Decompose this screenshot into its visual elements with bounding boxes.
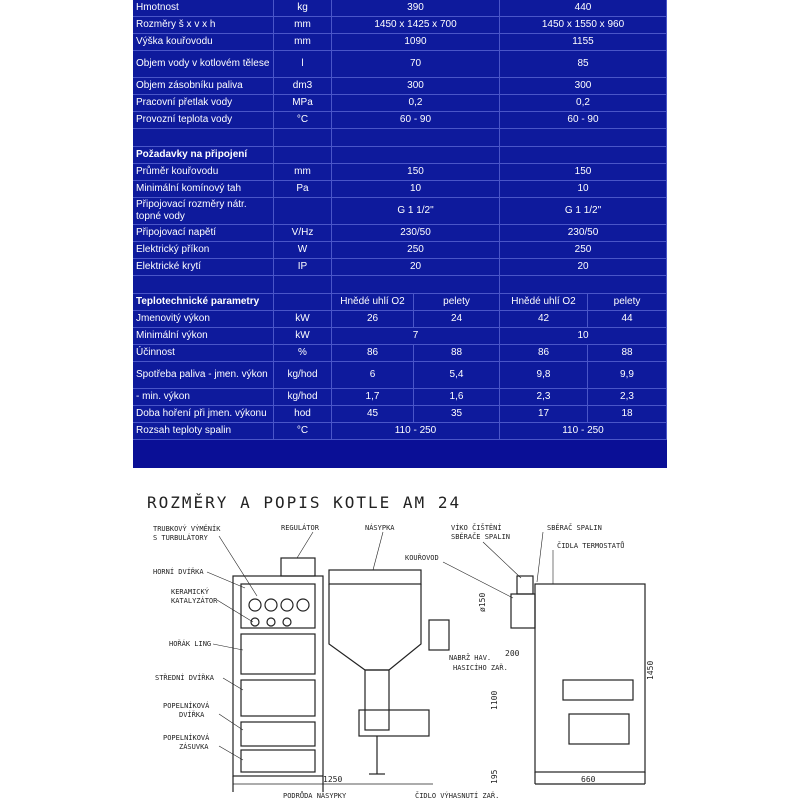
empty-cell	[332, 129, 500, 147]
row-value: 42	[500, 311, 588, 328]
boiler-front-view	[233, 558, 323, 792]
empty-cell	[133, 129, 274, 147]
callout-stredni: STŘEDNÍ DVÍŘKA	[155, 674, 215, 682]
row-label: Rozsah teploty spalin	[133, 423, 274, 440]
row-label: - min. výkon	[133, 389, 274, 406]
hopper	[329, 570, 449, 774]
fuel-header: pelety	[588, 294, 667, 311]
callout-horak: HOŘÁK LING	[169, 640, 212, 648]
dim-150-label: ø150	[478, 592, 487, 612]
drawing-title: ROZMĚRY A POPIS KOTLE AM 24	[147, 493, 462, 512]
spec-table-panel	[133, 0, 667, 468]
table-row	[133, 147, 667, 164]
row-label: Minimální výkon	[133, 328, 274, 345]
row-label: Doba hoření při jmen. výkonu	[133, 406, 274, 423]
row-label: Rozměry š x v x h	[133, 17, 274, 34]
callout-bottom-1: PODRŮDA NÁSYPKY	[283, 792, 347, 800]
empty-cell	[332, 147, 500, 164]
callout-popelnikova2: POPELNÍKOVÁ	[163, 734, 210, 742]
table-row	[133, 311, 667, 328]
dim-1100-label: 1100	[490, 690, 499, 710]
row-label: Elektrický příkon	[133, 242, 274, 259]
row-value: 1090	[332, 34, 500, 51]
callout-popelnikova: POPELNÍKOVÁ	[163, 702, 210, 710]
row-value: 1,7	[332, 389, 414, 406]
row-value: 45	[332, 406, 414, 423]
dim-200-label: 200	[505, 649, 520, 658]
row-value: 88	[588, 345, 667, 362]
callout-sberace: SBĚRAČE SPALIN	[451, 533, 511, 541]
row-unit: Pa	[274, 181, 332, 198]
callout-katalyzator: KATALYZÁTOR	[171, 597, 218, 605]
row-value: 1450 x 1425 x 700	[332, 17, 500, 34]
fuel-header: pelety	[414, 294, 500, 311]
empty-cell	[332, 276, 500, 294]
row-value: 35	[414, 406, 500, 423]
row-unit: kg/hod	[274, 389, 332, 406]
row-value: 24	[414, 311, 500, 328]
table-row	[133, 389, 667, 406]
table-row	[133, 164, 667, 181]
row-value: 26	[332, 311, 414, 328]
row-value: 0,2	[500, 95, 667, 112]
row-value: 0,2	[332, 95, 500, 112]
row-value: 1,6	[414, 389, 500, 406]
callout-dvirka: DVÍŘKA	[179, 711, 205, 719]
table-row	[133, 17, 667, 34]
row-value: 60 - 90	[500, 112, 667, 129]
callout-nasypka: NÁSYPKA	[365, 524, 395, 532]
table-row	[133, 34, 667, 51]
row-unit: °C	[274, 423, 332, 440]
row-unit: °C	[274, 112, 332, 129]
row-value: G 1 1/2"	[332, 198, 500, 225]
row-label: Účinnost	[133, 345, 274, 362]
row-label: Průměr kouřovodu	[133, 164, 274, 181]
row-label: Pracovní přetlak vody	[133, 95, 274, 112]
row-value: 250	[332, 242, 500, 259]
row-label: Připojovací rozměry nátr. topné vody	[133, 198, 274, 225]
row-value: 70	[332, 51, 500, 78]
row-unit: kW	[274, 328, 332, 345]
section-header: Požadavky na připojení	[133, 147, 274, 164]
row-value: 390	[332, 0, 500, 17]
row-value: 18	[588, 406, 667, 423]
row-value: 230/50	[500, 225, 667, 242]
row-value: 10	[500, 328, 667, 345]
table-row	[133, 328, 667, 345]
table-row	[133, 198, 667, 225]
row-unit: mm	[274, 17, 332, 34]
row-value: 6	[332, 362, 414, 389]
row-value: 1450 x 1550 x 960	[500, 17, 667, 34]
row-value: 85	[500, 51, 667, 78]
callout-hasiciho: HASICÍHO ZAŘ.	[453, 664, 508, 672]
row-unit: W	[274, 242, 332, 259]
row-value: 17	[500, 406, 588, 423]
table-row	[133, 259, 667, 276]
callout-nabrz: NABRŽ HAV.	[449, 654, 492, 662]
empty-cell	[500, 147, 667, 164]
callout-keramicky: KERAMICKÝ	[171, 588, 209, 596]
callout-trubkovy: TRUBKOVÝ VÝMĚNÍK	[153, 525, 221, 533]
row-value: 20	[500, 259, 667, 276]
empty-cell	[274, 129, 332, 147]
table-row	[133, 242, 667, 259]
row-unit: IP	[274, 259, 332, 276]
callout-vicko: VÍKO ČIŠTĚNÍ	[451, 524, 502, 532]
table-row	[133, 345, 667, 362]
spec-table	[133, 0, 667, 440]
row-label: Připojovací napětí	[133, 225, 274, 242]
row-unit: kW	[274, 311, 332, 328]
section-header: Teplotechnické parametry	[133, 294, 274, 311]
row-value: 300	[332, 78, 500, 95]
table-row	[133, 423, 667, 440]
row-label: Spotřeba paliva - jmen. výkon	[133, 362, 274, 389]
row-value: 150	[332, 164, 500, 181]
row-value: 2,3	[500, 389, 588, 406]
row-label: Minimální komínový tah	[133, 181, 274, 198]
table-row	[133, 95, 667, 112]
row-value: 5,4	[414, 362, 500, 389]
boiler-drawing	[133, 484, 667, 800]
table-row	[133, 129, 667, 147]
table-row	[133, 294, 667, 311]
row-value: 44	[588, 311, 667, 328]
callout-sberac: SBĚRAČ SPALIN	[547, 524, 602, 532]
table-row	[133, 0, 667, 17]
empty-cell	[500, 276, 667, 294]
row-value: G 1 1/2"	[500, 198, 667, 225]
table-row	[133, 362, 667, 389]
dim-195-label: 195	[490, 769, 499, 784]
empty-cell	[133, 276, 274, 294]
row-label: Jmenovitý výkon	[133, 311, 274, 328]
row-label: Objem vody v kotlovém tělese	[133, 51, 274, 78]
row-value: 20	[332, 259, 500, 276]
row-label: Výška kouřovodu	[133, 34, 274, 51]
row-value: 88	[414, 345, 500, 362]
table-row	[133, 181, 667, 198]
callout-bottom-2: ČIDLO VÝHASNUTÍ ZAŘ.	[415, 792, 500, 800]
row-unit: l	[274, 51, 332, 78]
boiler-side-view	[511, 576, 645, 784]
callout-cidla: ČIDLA TERMOSTATŮ	[557, 542, 625, 550]
callout-zasuvka: ZÁSUVKA	[179, 743, 209, 751]
fuel-header: Hnědé uhlí O2	[332, 294, 414, 311]
row-unit: kg	[274, 0, 332, 17]
table-row	[133, 51, 667, 78]
row-label: Hmotnost	[133, 0, 274, 17]
row-value: 230/50	[332, 225, 500, 242]
callout-turbulatory: S TURBULÁTORY	[153, 534, 208, 542]
empty-cell	[274, 147, 332, 164]
row-value: 10	[500, 181, 667, 198]
row-unit: mm	[274, 34, 332, 51]
row-unit	[274, 198, 332, 225]
row-value: 2,3	[588, 389, 667, 406]
row-unit: kg/hod	[274, 362, 332, 389]
row-unit: dm3	[274, 78, 332, 95]
empty-cell	[274, 276, 332, 294]
row-unit: MPa	[274, 95, 332, 112]
row-value: 86	[500, 345, 588, 362]
row-unit: %	[274, 345, 332, 362]
row-unit: hod	[274, 406, 332, 423]
empty-cell	[274, 294, 332, 311]
boiler-drawing-svg	[133, 484, 667, 800]
empty-cell	[500, 129, 667, 147]
callout-horni: HORNÍ DVÍŘKA	[153, 568, 204, 576]
row-value: 10	[332, 181, 500, 198]
row-unit: mm	[274, 164, 332, 181]
dim-1450-label: 1450	[646, 660, 655, 680]
table-row	[133, 78, 667, 95]
row-label: Provozní teplota vody	[133, 112, 274, 129]
row-value: 110 - 250	[332, 423, 500, 440]
row-value: 150	[500, 164, 667, 181]
table-row	[133, 112, 667, 129]
row-value: 250	[500, 242, 667, 259]
dim-1250-label: 1250	[323, 775, 343, 784]
row-value: 60 - 90	[332, 112, 500, 129]
row-value: 9,9	[588, 362, 667, 389]
row-label: Objem zásobníku paliva	[133, 78, 274, 95]
table-row	[133, 406, 667, 423]
table-row	[133, 276, 667, 294]
row-value: 440	[500, 0, 667, 17]
fuel-header: Hnědé uhlí O2	[500, 294, 588, 311]
table-row	[133, 225, 667, 242]
row-value: 300	[500, 78, 667, 95]
row-value: 86	[332, 345, 414, 362]
row-value: 9,8	[500, 362, 588, 389]
row-unit: V/Hz	[274, 225, 332, 242]
row-label: Elektrické krytí	[133, 259, 274, 276]
row-value: 110 - 250	[500, 423, 667, 440]
row-value: 1155	[500, 34, 667, 51]
callout-regulator: REGULÁTOR	[281, 524, 319, 532]
callout-kourovod: KOUŘOVOD	[405, 554, 439, 562]
right-leader-lines	[443, 532, 553, 598]
row-value: 7	[332, 328, 500, 345]
dim-660-label: 660	[581, 775, 596, 784]
